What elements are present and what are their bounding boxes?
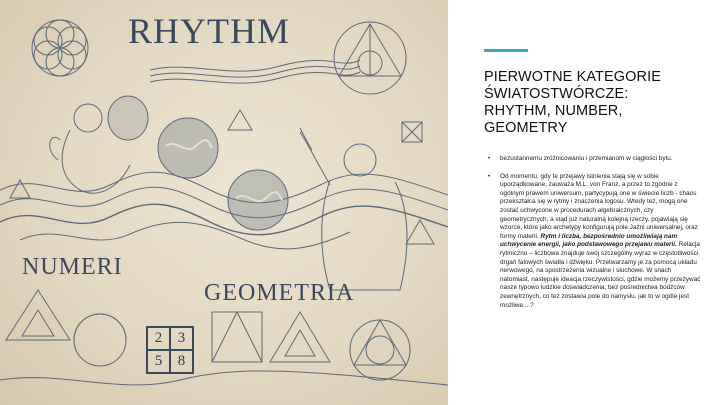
number-cell: 3 — [170, 327, 193, 350]
bullet-emphasis: Rytm i liczba, bezpośrednio umożliwiają nam uchwycenie energii, jako podstawowego przejawu materii. — [500, 232, 678, 249]
bullet-list — [488, 155, 702, 319]
number-cell: 5 — [147, 350, 170, 373]
triangle-circle-icon — [334, 22, 406, 94]
bullet-item — [488, 155, 702, 164]
title-accent-bar — [484, 49, 528, 52]
bullet-text: Od momentu, gdy te przejawy istnienia stają się w sobie uporządkowane, zauważa M.L. von Franz, a przez to zgodne z ogólnym prawem uniwersum, partycypują one w świecie liczb - chaos przekształca się w rytmy i znaczenia logosu. Wtedy też, mogą one zostać uchwycone w procedurach algebraicznych, czy geometrycznych, a stąd już naturalną kolejną rzeczy, pojawiają się wzorce, które jako archetypy konfigurują pole Jaźni uniwersalnej, oraz formy materii. — [500, 172, 698, 240]
number-cell: 8 — [170, 350, 193, 373]
bullet-text: bezustannemu zróżnicowaniu i przemianom w ciągłości bytu. — [500, 155, 673, 162]
numeri-heading-art: NUMERI — [22, 254, 123, 280]
geometria-heading-art: GEOMETRIA — [204, 280, 355, 306]
bullet-item — [488, 173, 702, 311]
flower-of-life-icon — [32, 20, 88, 76]
slide-title: PIERWOTNE KATEGORIE ŚWIATOSTWÓRCZE: RHYTHM, NUMBER, GEOMETRY — [484, 69, 661, 136]
number-cell: 2 — [147, 327, 170, 350]
bullet-text-continued: Relacja rytmiczno – liczbowa znajduje swój szczególny wyraz w częstotliwości drgań falowych światła i dźwięku. Przetwarzamy je za pomocą układu nerwowego, na spostrzeżenia wizualne i słuchowe. W snach natomiast, następuje ideacja rzeczywistości, gdzie możemy przeżywać nasze typowo ludzkie doświadczenia, bez pośrednictwa bodźców zewnętrznych, co też zostawia pole do namysłu, jak to w ogóle jest możliwe....? — [500, 241, 701, 309]
rhythm-heading-art: RHYTHM — [128, 11, 291, 51]
number-square — [146, 326, 194, 374]
